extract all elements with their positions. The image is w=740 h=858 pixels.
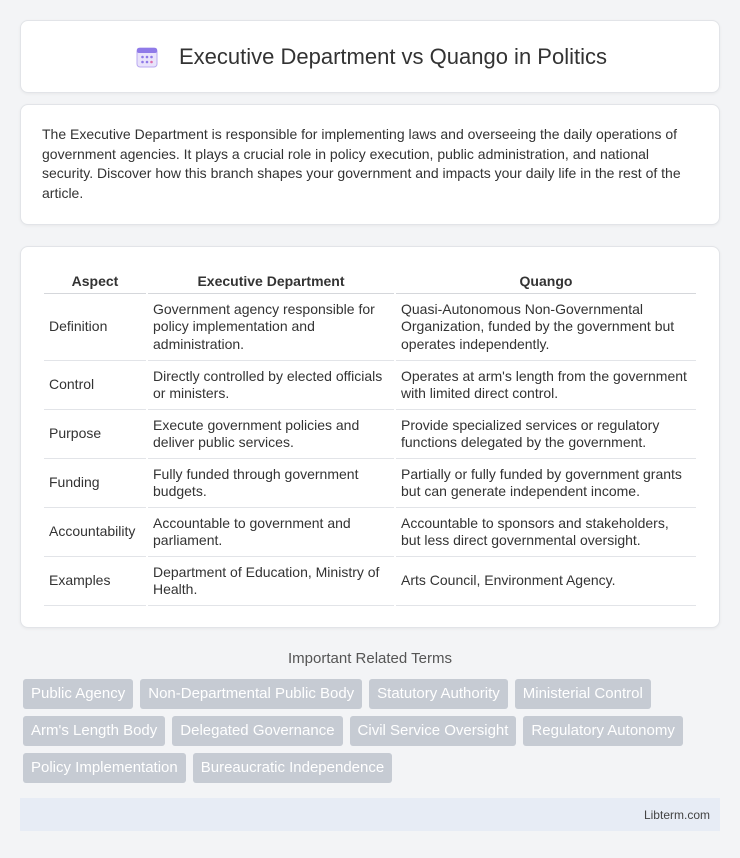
- cell-aspect: Funding: [44, 459, 146, 508]
- table-header-row: [44, 266, 696, 294]
- intro-card: [20, 104, 720, 225]
- related-terms-heading: Important Related Terms: [288, 650, 452, 667]
- cell-quango: Accountable to sponsors and stakeholders, but less direct governmental oversight.: [396, 508, 696, 557]
- table-row: [44, 361, 696, 410]
- calendar-icon: [133, 43, 161, 71]
- cell-aspect: Examples: [44, 557, 146, 606]
- footer: [20, 798, 720, 831]
- cell-executive: Government agency responsible for policy implementation and administration.: [148, 294, 394, 361]
- table-row: [44, 294, 696, 361]
- cell-quango: Partially or fully funded by government grants but can generate independent income.: [396, 459, 696, 508]
- tag-bureaucratic-independence[interactable]: Bureaucratic Independence: [193, 753, 392, 783]
- cell-executive: Fully funded through government budgets.: [148, 459, 394, 508]
- table-row: [44, 557, 696, 606]
- column-header-aspect: Aspect: [44, 266, 146, 294]
- tag-delegated-governance[interactable]: Delegated Governance: [172, 716, 342, 746]
- column-header-executive-department: Executive Department: [148, 266, 394, 294]
- cell-executive: Execute government policies and deliver public services.: [148, 410, 394, 459]
- column-header-quango: Quango: [396, 266, 696, 294]
- cell-aspect: Control: [44, 361, 146, 410]
- comparison-table: [42, 266, 698, 606]
- tag-arms-length-body[interactable]: Arm's Length Body: [23, 716, 165, 746]
- tag-ministerial-control[interactable]: Ministerial Control: [515, 679, 651, 709]
- tag-public-agency[interactable]: Public Agency: [23, 679, 133, 709]
- page-title: Executive Department vs Quango in Politics: [179, 43, 607, 69]
- intro-text: The Executive Department is responsible for implementing laws and overseeing the daily operations of government agencies. It plays a crucial role in policy execution, public administration, and national security. Discover how this branch shapes your government and impacts your daily life in the rest of the article.: [42, 126, 681, 201]
- cell-aspect: Definition: [44, 294, 146, 361]
- tag-statutory-authority[interactable]: Statutory Authority: [369, 679, 508, 709]
- cell-executive: Accountable to government and parliament.: [148, 508, 394, 557]
- cell-quango: Operates at arm's length from the government with limited direct control.: [396, 361, 696, 410]
- cell-quango: Quasi-Autonomous Non-Governmental Organization, funded by the government but operates independently.: [396, 294, 696, 361]
- cell-aspect: Purpose: [44, 410, 146, 459]
- cell-quango: Arts Council, Environment Agency.: [396, 557, 696, 606]
- comparison-table-card: [20, 246, 720, 628]
- related-terms-section: [20, 650, 720, 783]
- tag-policy-implementation[interactable]: Policy Implementation: [23, 753, 186, 783]
- related-terms-list: [20, 679, 720, 783]
- table-row: [44, 459, 696, 508]
- title-card: [20, 20, 720, 93]
- tag-non-departmental-public-body[interactable]: Non-Departmental Public Body: [140, 679, 362, 709]
- cell-executive: Department of Education, Ministry of Health.: [148, 557, 394, 606]
- tag-civil-service-oversight[interactable]: Civil Service Oversight: [350, 716, 517, 746]
- cell-executive: Directly controlled by elected officials or ministers.: [148, 361, 394, 410]
- table-row: [44, 410, 696, 459]
- table-row: [44, 508, 696, 557]
- cell-quango: Provide specialized services or regulatory functions delegated by the government.: [396, 410, 696, 459]
- footer-site-link[interactable]: Libterm.com: [643, 807, 710, 822]
- cell-aspect: Accountability: [44, 508, 146, 557]
- tag-regulatory-autonomy[interactable]: Regulatory Autonomy: [523, 716, 682, 746]
